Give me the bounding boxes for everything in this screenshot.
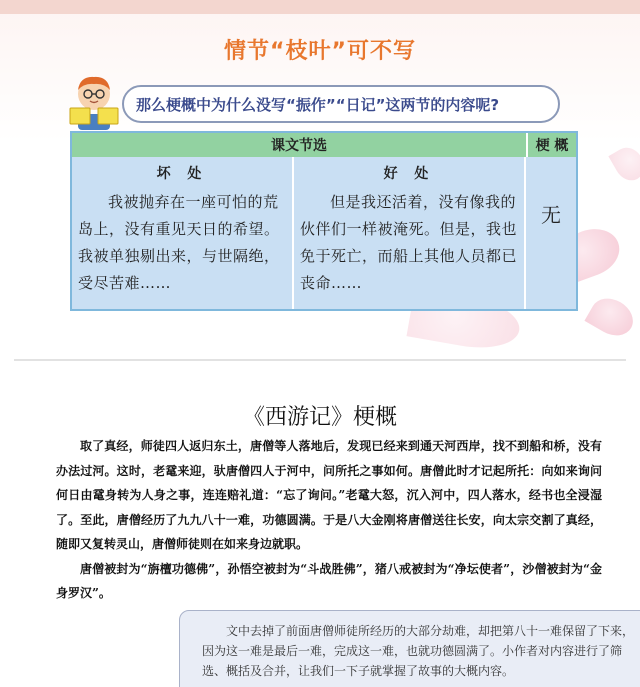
comparison-table xyxy=(70,131,578,311)
column-summary xyxy=(526,157,576,309)
column-good-title: 好 处 xyxy=(383,166,435,182)
column-bad-text: 我被抛弃在一座可怕的荒岛上，没有重见天日的希望。我被单独剔出来，与世隔绝，受尽苦难…… xyxy=(78,193,280,292)
header-excerpt: 课文节选 xyxy=(72,133,528,157)
question-text: 那么梗概中为什么没写“振作”“日记”这两节的内容呢? xyxy=(136,95,500,114)
column-bad-title: 坏 处 xyxy=(156,166,208,182)
document-title: 《西游记》梗概 xyxy=(242,405,397,430)
column-bad xyxy=(72,157,294,309)
student-reading-icon xyxy=(64,70,124,132)
top-decor-band xyxy=(0,0,640,14)
petal-decor xyxy=(608,142,640,185)
slide-journey-west-summary xyxy=(0,366,640,687)
question-bubble xyxy=(122,85,560,123)
document-body xyxy=(56,434,602,606)
slide-heading: 情节“枝叶”可不写 xyxy=(224,39,416,64)
summary-value: 无 xyxy=(541,203,561,227)
paragraph: 唐僧被封为“旃檀功德佛”，孙悟空被封为“斗战胜佛”，猪八戒被封为“净坛使者”，沙僧被封为“金身罗汉”。 xyxy=(56,561,602,600)
petal-decor xyxy=(584,291,639,342)
annotation-text: 文中去掉了前面唐僧师徒所经历的大部分劫难，却把第八十一难保留了下来，因为这一难是最后一难，完成这一难，也就功德圆满了。小作者对内容进行了筛选、概括及合并，让我们一下子就掌握了故事的大概内容。 xyxy=(202,624,635,678)
column-good xyxy=(294,157,526,309)
header-summary: 梗 概 xyxy=(528,133,576,157)
slide-divider xyxy=(14,359,626,361)
annotation-box xyxy=(179,610,640,687)
paragraph: 取了真经，师徒四人返归东土，唐僧等人落地后，发现已经来到通天河西岸，找不到船和桥，没有办法过河。这时，老鼋来迎，驮唐僧四人于河中，问所托之事如何。唐僧此时才记起所托：向如来询问何日由鼋身转为人身之事，连连赔礼道：“忘了询问。”老鼋大怒，沉入河中，四人落水，经书也全浸湿了。至此，唐僧经历了九九八十一难，功德圆满。于是八大金刚将唐僧送往长安，向太宗交割了真经，随即又复转灵山，唐僧师徒则在如来身边就职。 xyxy=(56,439,602,551)
column-good-text: 但是我还活着，没有像我的伙伴们一样被淹死。但是，我也免于死亡，而船上其他人员都已丧命…… xyxy=(300,193,518,292)
